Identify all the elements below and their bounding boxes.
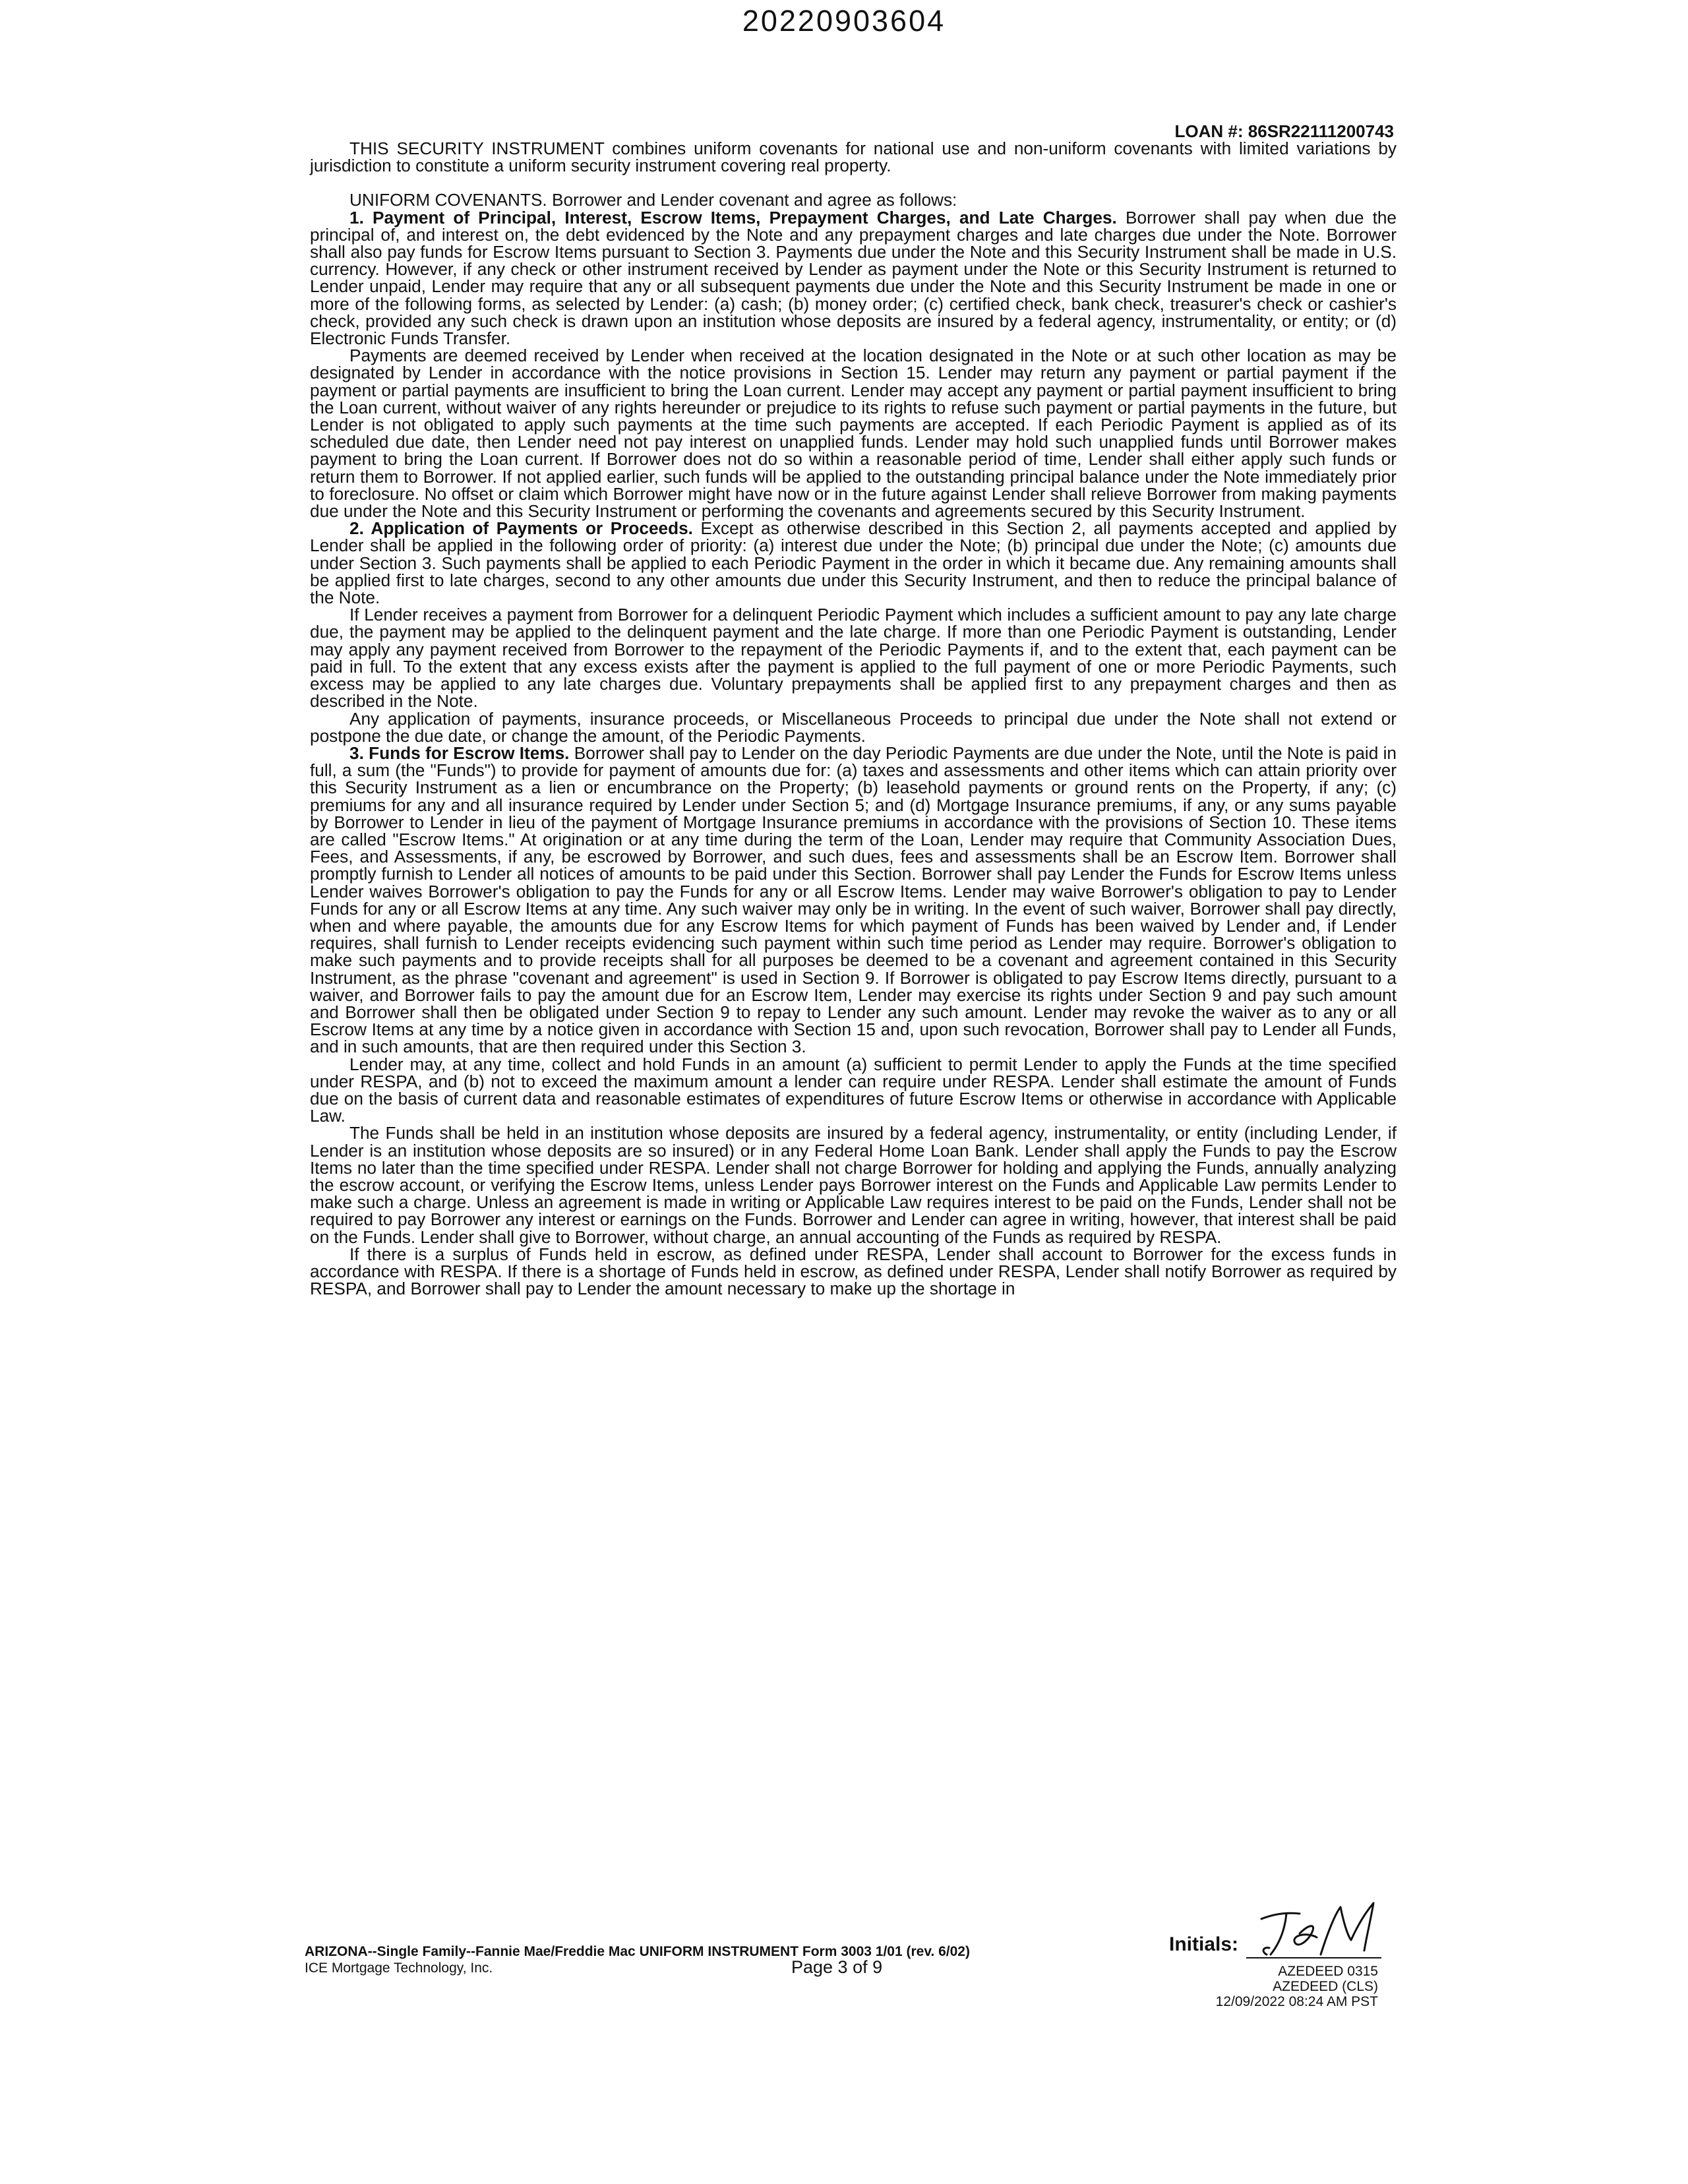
loan-number: LOAN #: 86SR22111200743 bbox=[1174, 121, 1394, 141]
document-body bbox=[310, 140, 1397, 1297]
intro-paragraph: THIS SECURITY INSTRUMENT combines uniform covenants for national use and non-uniform covenants with limited variations by jurisdiction to constitute a uniform security instrument covering real property. bbox=[310, 138, 1397, 176]
section-3-paragraph-4: If there is a surplus of Funds held in escrow, as defined under RESPA, Lender shall account to Borrower for the excess funds in accordance with RESPA. If there is a shortage of Funds held in escrow, as defined under RESPA, Lender shall notify Borrower as required by RESPA, and Borrower shall pay to Lender the amount necessary to make up the shortage in bbox=[310, 1244, 1397, 1299]
section-3-paragraph-2: Lender may, at any time, collect and hold Funds in an amount (a) sufficient to permit Lender to apply the Funds at the time specified under RESPA, and (b) not to exceed the maximum amount a lender can require under RESPA. Lender shall estimate the amount of Funds due on the basis of current data and reasonable estimates of expenditures of future Escrow Items or otherwise in accordance with Applicable Law. bbox=[310, 1054, 1397, 1126]
form-identifier: ARIZONA--Single Family--Fannie Mae/Freddie Mac UNIFORM INSTRUMENT Form 3003 1/01 (rev. 6/02) bbox=[305, 1944, 970, 1959]
uniform-covenants-heading: UNIFORM COVENANTS. Borrower and Lender covenant and agree as follows: bbox=[349, 190, 957, 210]
initials-line bbox=[1246, 1957, 1381, 1958]
form-code-cls: AZEDEED (CLS) bbox=[1273, 1979, 1378, 1994]
section-3-paragraph-3: The Funds shall be held in an institution whose deposits are insured by a federal agency, instrumentality, or entity (including Lender, if Lender is an institution whose deposits are so insured) or in any Federal Home Loan Bank. Lender shall apply the Funds to pay the Escrow Items no later than the time specified under RESPA. Lender shall not charge Borrower for holding and applying the Funds, annually analyzing the escrow account, or verifying the Escrow Items, unless Lender pays Borrower interest on the Funds and Applicable Law permits Lender to make such a charge. Unless an agreement is made in writing or Applicable Law requires interest to be paid on the Funds, Lender shall not be required to pay Borrower any interest or earnings on the Funds. Borrower and Lender can agree in writing, however, that interest shall be paid on the Funds. Lender shall give to Borrower, without charge, an annual accounting of the Funds as required by RESPA. bbox=[310, 1123, 1397, 1247]
page-number: Page 3 of 9 bbox=[791, 1957, 883, 1977]
company-name: ICE Mortgage Technology, Inc. bbox=[305, 1960, 493, 1976]
section-2-paragraph-3: Any application of payments, insurance proceeds, or Miscellaneous Proceeds to principal due under the Note shall not extend or postpone the due date, or change the amount, of the Periodic Payments. bbox=[310, 708, 1397, 746]
section-1-text: Borrower shall pay when due the principal of, and interest on, the debt evidenced by the Note and any prepayment charges and late charges due under the Note. Borrower shall also pay funds for Escrow Items pursuant to Section 3. Payments due under the Note and this Security Instrument shall be made in U.S. currency. However, if any check or other instrument received by Lender as payment under the Note or this Security Instrument is returned to Lender unpaid, Lender may require that any or all subsequent payments due under the Note and this Security Instrument be made in one or more of the following forms, as selected by Lender: (a) cash; (b) money order; (c) certified check, bank check, treasurer's check or cashier's check, provided any such check is drawn upon an institution whose deposits are insured by a federal agency, instrumentality, or entity; or (d) Electronic Funds Transfer. bbox=[310, 207, 1397, 349]
section-3-paragraph bbox=[310, 744, 1397, 1056]
print-timestamp: 12/09/2022 08:24 AM PST bbox=[1215, 1994, 1378, 2009]
section-1-paragraph-2: Payments are deemed received by Lender when received at the location designated in the Note or at such other location as may be designated by Lender in accordance with the notice provisions in Section 15. Lender may return any payment or partial payment if the payment or partial payments are insufficient to bring the Loan current. Lender may accept any payment or partial payment insufficient to bring the Loan current, without waiver of any rights hereunder or prejudice to its rights to refuse such payment or partial payments in the future, but Lender is not obligated to apply such payments at the time such payments are accepted. If each Periodic Payment is applied as of its scheduled due date, then Lender need not pay interest on unapplied funds. Lender may hold such unapplied funds until Borrower makes payment to bring the Loan current. If Borrower does not do so within a reasonable period of time, Lender shall either apply such funds or return them to Borrower. If not applied earlier, such funds will be applied to the outstanding principal balance under the Note immediately prior to foreclosure. No offset or claim which Borrower might have now or in the future against Lender shall relieve Borrower from making payments due under the Note and this Security Instrument or performing the covenants and agreements secured by this Security Instrument. bbox=[310, 346, 1397, 522]
section-2-paragraph-2: If Lender receives a payment from Borrower for a delinquent Periodic Payment which includes a sufficient amount to pay any late charge due, the payment may be applied to the delinquent payment and the late charge. If more than one Periodic Payment is outstanding, Lender may apply any payment received from Borrower to the repayment of the Periodic Payments if, and to the extent that, each payment can be paid in full. To the extent that any excess exists after the payment is applied to the full payment of one or more Periodic Payments, such excess may be applied to any late charges due. Voluntary prepayments shall be applied first to any prepayment charges and then as described in the Note. bbox=[310, 605, 1397, 712]
section-2-heading: 2. Application of Payments or Proceeds. bbox=[349, 518, 693, 539]
section-3-heading: 3. Funds for Escrow Items. bbox=[349, 743, 570, 763]
initials-label: Initials: bbox=[1169, 1933, 1239, 1955]
section-1-paragraph bbox=[310, 209, 1397, 348]
section-2-text: Except as otherwise described in this Section 2, all payments accepted and applied by Lender shall be applied in the following order of priority: (a) interest due under the Note; (b) principal due under the Note; (c) amounts due under Section 3. Such payments shall be applied to each Periodic Payment in the order in which it became due. Any remaining amounts shall be applied first to late charges, second to any other amounts due under this Security Instrument, and then to reduce the principal balance of the Note. bbox=[310, 518, 1397, 608]
recording-number: 20220903604 bbox=[742, 4, 946, 38]
section-2-paragraph bbox=[310, 520, 1397, 606]
section-3-text: Borrower shall pay to Lender on the day Periodic Payments are due under the Note, until the Note is paid in full, a sum (the "Funds") to provide for payment of amounts due for: (a) taxes and assessments and other items which can attain priority over this Security Instrument as a lien or encumbrance on the Property; (b) leasehold payments or ground rents on the Property, if any; (c) premiums for any and all insurance required by Lender under Section 5; and (d) Mortgage Insurance premiums, if any, or any sums payable by Borrower to Lender in lieu of the payment of Mortgage Insurance premiums in accordance with the provisions of Section 10. These items are called "Escrow Items." At origination or at any time during the term of the Loan, Lender may require that Community Association Dues, Fees, and Assessments, if any, be escrowed by Borrower, and such dues, fees and assessments shall be an Escrow Item. Borrower shall promptly furnish to Lender all notices of amounts to be paid under this Section. Borrower shall pay Lender the Funds for Escrow Items unless Lender waives Borrower's obligation to pay the Funds for any or all Escrow Items. Lender may waive Borrower's obligation to pay to Lender Funds for any or all Escrow Items at any time. Any such waiver may only be in writing. In the event of such waiver, Borrower shall pay directly, when and where payable, the amounts due for any Escrow Items for which payment of Funds has been waived by Lender and, if Lender requires, shall furnish to Lender receipts evidencing such payment within such time period as Lender may require. Borrower's obligation to make such payments and to provide receipts shall for all purposes be deemed to be a covenant and agreement contained in this Security Instrument, as the phrase "covenant and agreement" is used in Section 9. If Borrower is obligated to pay Escrow Items directly, pursuant to a waiver, and Borrower fails to pay the amount due for an Escrow Item, Lender may exercise its rights under Section 9 and pay such amount and Borrower shall then be obligated under Section 9 to repay to Lender any such amount. Lender may revoke the waiver as to any or all Escrow Items at any time by a notice given in accordance with Section 15 and, upon such revocation, Borrower shall pay to Lender all Funds, and in such amounts, that are then required under this Section 3. bbox=[310, 743, 1397, 1057]
footer-codes bbox=[1180, 1964, 1378, 2009]
section-1-heading: 1. Payment of Principal, Interest, Escrow Items, Prepayment Charges, and Late Charges. bbox=[349, 207, 1117, 228]
form-code: AZEDEED 0315 bbox=[1278, 1964, 1378, 1979]
initials-signature bbox=[1248, 1894, 1400, 1960]
